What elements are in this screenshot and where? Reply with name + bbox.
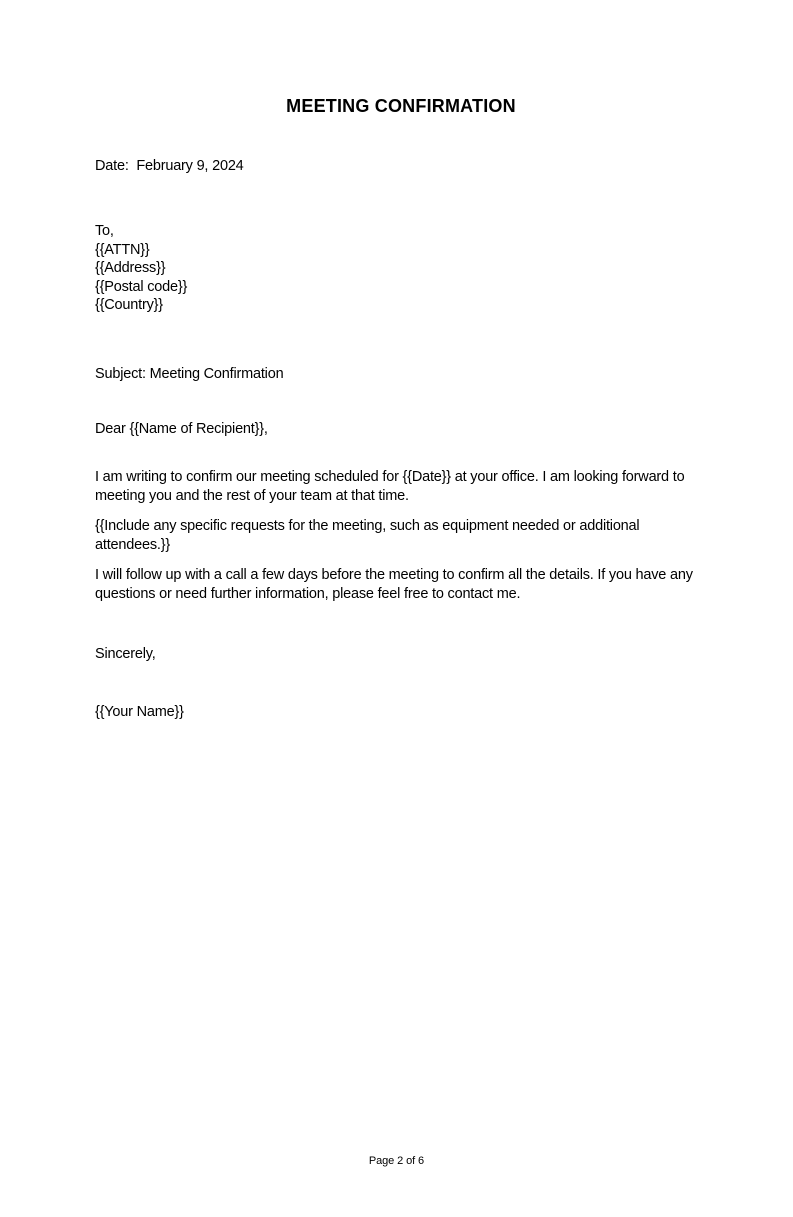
body-paragraph-requests-placeholder: {{Include any specific requests for the meeting, such as equipment needed or additional attendees.}} [95, 517, 640, 553]
body-paragraph-follow-up: I will follow up with a call a few days before the meeting to confirm all the details. If you have any questions or need further information, please feel free to contact me. [95, 566, 693, 602]
recipient-attn-line: {{ATTN}} [95, 241, 150, 258]
closing-line: Sincerely, [95, 645, 156, 662]
page-number-footer: Page 2 of 6 [368, 1155, 425, 1167]
subject-line: Subject: Meeting Confirmation [95, 365, 284, 382]
date-line: Date: February 9, 2024 [95, 158, 244, 174]
recipient-postal-code-line: {{Postal code}} [95, 278, 188, 295]
body-paragraph-confirmation: I am writing to confirm our meeting scheduled for {{Date}} at your office. I am looking forward to meeting you and the rest of your team at that time. [95, 468, 685, 504]
document-page [0, 95, 793, 1217]
recipient-country-line: {{Country}} [95, 297, 163, 314]
recipient-address-block [95, 222, 707, 315]
recipient-address-line: {{Address}} [95, 260, 166, 277]
recipient-to-line: To, [95, 223, 114, 239]
signature-placeholder: {{Your Name}} [95, 703, 184, 720]
document-title: MEETING CONFIRMATION [286, 96, 516, 116]
salutation-line: Dear {{Name of Recipient}}, [95, 420, 268, 437]
